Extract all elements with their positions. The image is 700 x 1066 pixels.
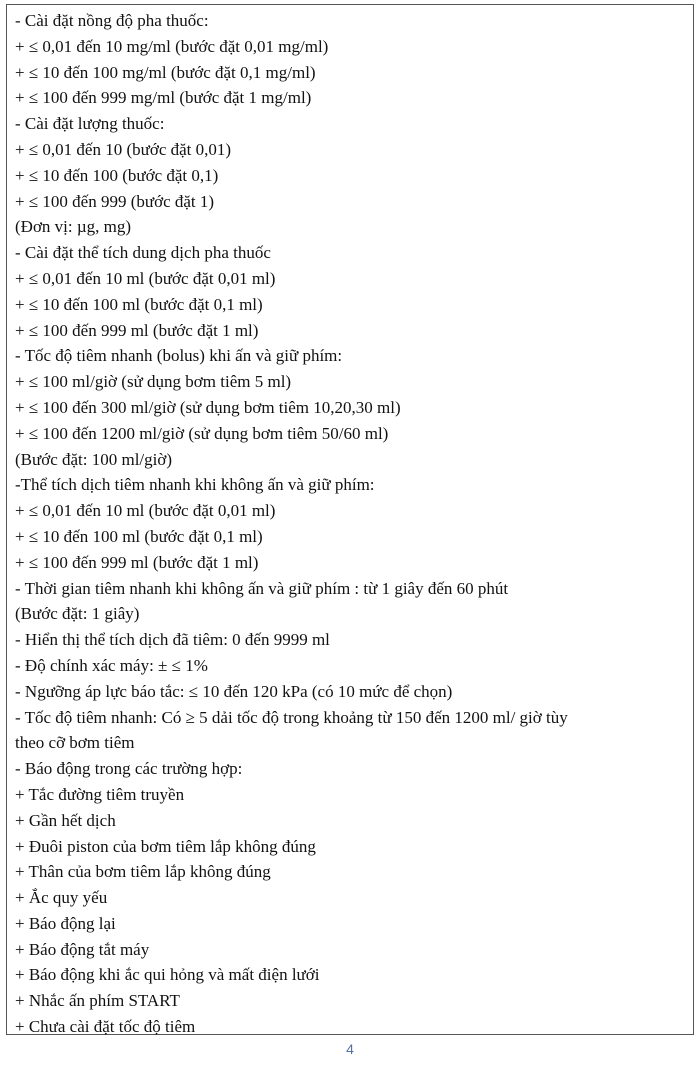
spec-line: - Ngưỡng áp lực báo tắc: ≤ 10 đến 120 kPa (có 10 mức để chọn) bbox=[15, 681, 453, 701]
spec-line: + ≤ 10 đến 100 ml (bước đặt 0,1 ml) bbox=[15, 526, 263, 546]
spec-line: + Báo động tắt máy bbox=[15, 939, 150, 959]
spec-line: - Tốc độ tiêm nhanh (bolus) khi ấn và giữ phím: bbox=[15, 346, 343, 366]
spec-lines bbox=[15, 8, 687, 1040]
spec-line: + ≤ 0,01 đến 10 mg/ml (bước đặt 0,01 mg/ml) bbox=[15, 36, 329, 56]
spec-line: + ≤ 0,01 đến 10 (bước đặt 0,01) bbox=[15, 139, 232, 159]
spec-line: - Tốc độ tiêm nhanh: Có ≥ 5 dải tốc độ trong khoảng từ 150 đến 1200 ml/ giờ tùy bbox=[15, 707, 568, 727]
spec-table-cell bbox=[6, 4, 694, 1035]
spec-line: + ≤ 10 đến 100 (bước đặt 0,1) bbox=[15, 165, 219, 185]
spec-line: + Thân của bơm tiêm lắp không đúng bbox=[15, 862, 271, 882]
spec-line: - Báo động trong các trường hợp: bbox=[15, 759, 243, 779]
spec-line: - Cài đặt thể tích dung dịch pha thuốc bbox=[15, 243, 271, 263]
spec-line: - Độ chính xác máy: ± ≤ 1% bbox=[15, 655, 208, 675]
spec-line: + ≤ 100 đến 1200 ml/giờ (sử dụng bơm tiêm 50/60 ml) bbox=[15, 423, 389, 443]
spec-line: + ≤ 10 đến 100 ml (bước đặt 0,1 ml) bbox=[15, 294, 263, 314]
spec-line: + ≤ 0,01 đến 10 ml (bước đặt 0,01 ml) bbox=[15, 268, 276, 288]
page-number: 4 bbox=[346, 1041, 354, 1057]
spec-line: + Nhắc ấn phím START bbox=[15, 991, 180, 1011]
spec-line: + Tắc đường tiêm truyền bbox=[15, 784, 185, 804]
spec-line: + Chưa cài đặt tốc độ tiêm bbox=[15, 1017, 196, 1037]
spec-line: + Báo động lại bbox=[15, 913, 116, 933]
spec-line: - Cài đặt nồng độ pha thuốc: bbox=[15, 11, 209, 30]
spec-line: (Bước đặt: 1 giây) bbox=[15, 604, 140, 624]
spec-line: + ≤ 0,01 đến 10 ml (bước đặt 0,01 ml) bbox=[15, 501, 276, 521]
spec-line: + ≤ 100 đến 999 mg/ml (bước đặt 1 mg/ml) bbox=[15, 88, 312, 108]
spec-line: (Bước đặt: 100 ml/giờ) bbox=[15, 449, 173, 469]
spec-line: + ≤ 100 đến 300 ml/giờ (sử dụng bơm tiêm 10,20,30 ml) bbox=[15, 397, 401, 417]
spec-line: + Ắc quy yếu bbox=[15, 888, 108, 908]
spec-line: theo cỡ bơm tiêm bbox=[15, 733, 135, 753]
spec-line: + Báo động khi ắc qui hỏng và mất điện lưới bbox=[15, 965, 320, 985]
spec-line: + ≤ 100 đến 999 ml (bước đặt 1 ml) bbox=[15, 320, 259, 340]
spec-line: + Gần hết dịch bbox=[15, 810, 116, 830]
spec-line: + ≤ 10 đến 100 mg/ml (bước đặt 0,1 mg/ml) bbox=[15, 62, 316, 82]
spec-line: - Cài đặt lượng thuốc: bbox=[15, 114, 165, 134]
spec-line: (Đơn vị: µg, mg) bbox=[15, 217, 132, 237]
spec-line: - Thời gian tiêm nhanh khi không ấn và giữ phím : từ 1 giây đến 60 phút bbox=[15, 578, 509, 598]
spec-line: + ≤ 100 đến 999 ml (bước đặt 1 ml) bbox=[15, 552, 259, 572]
spec-line: + Đuôi piston của bơm tiêm lắp không đúng bbox=[15, 836, 316, 856]
spec-line: + ≤ 100 ml/giờ (sử dụng bơm tiêm 5 ml) bbox=[15, 372, 292, 392]
spec-line: -Thể tích dịch tiêm nhanh khi không ấn và giữ phím: bbox=[15, 475, 375, 495]
spec-line: - Hiển thị thể tích dịch đã tiêm: 0 đến 9999 ml bbox=[15, 630, 330, 650]
spec-line: + ≤ 100 đến 999 (bước đặt 1) bbox=[15, 191, 215, 211]
